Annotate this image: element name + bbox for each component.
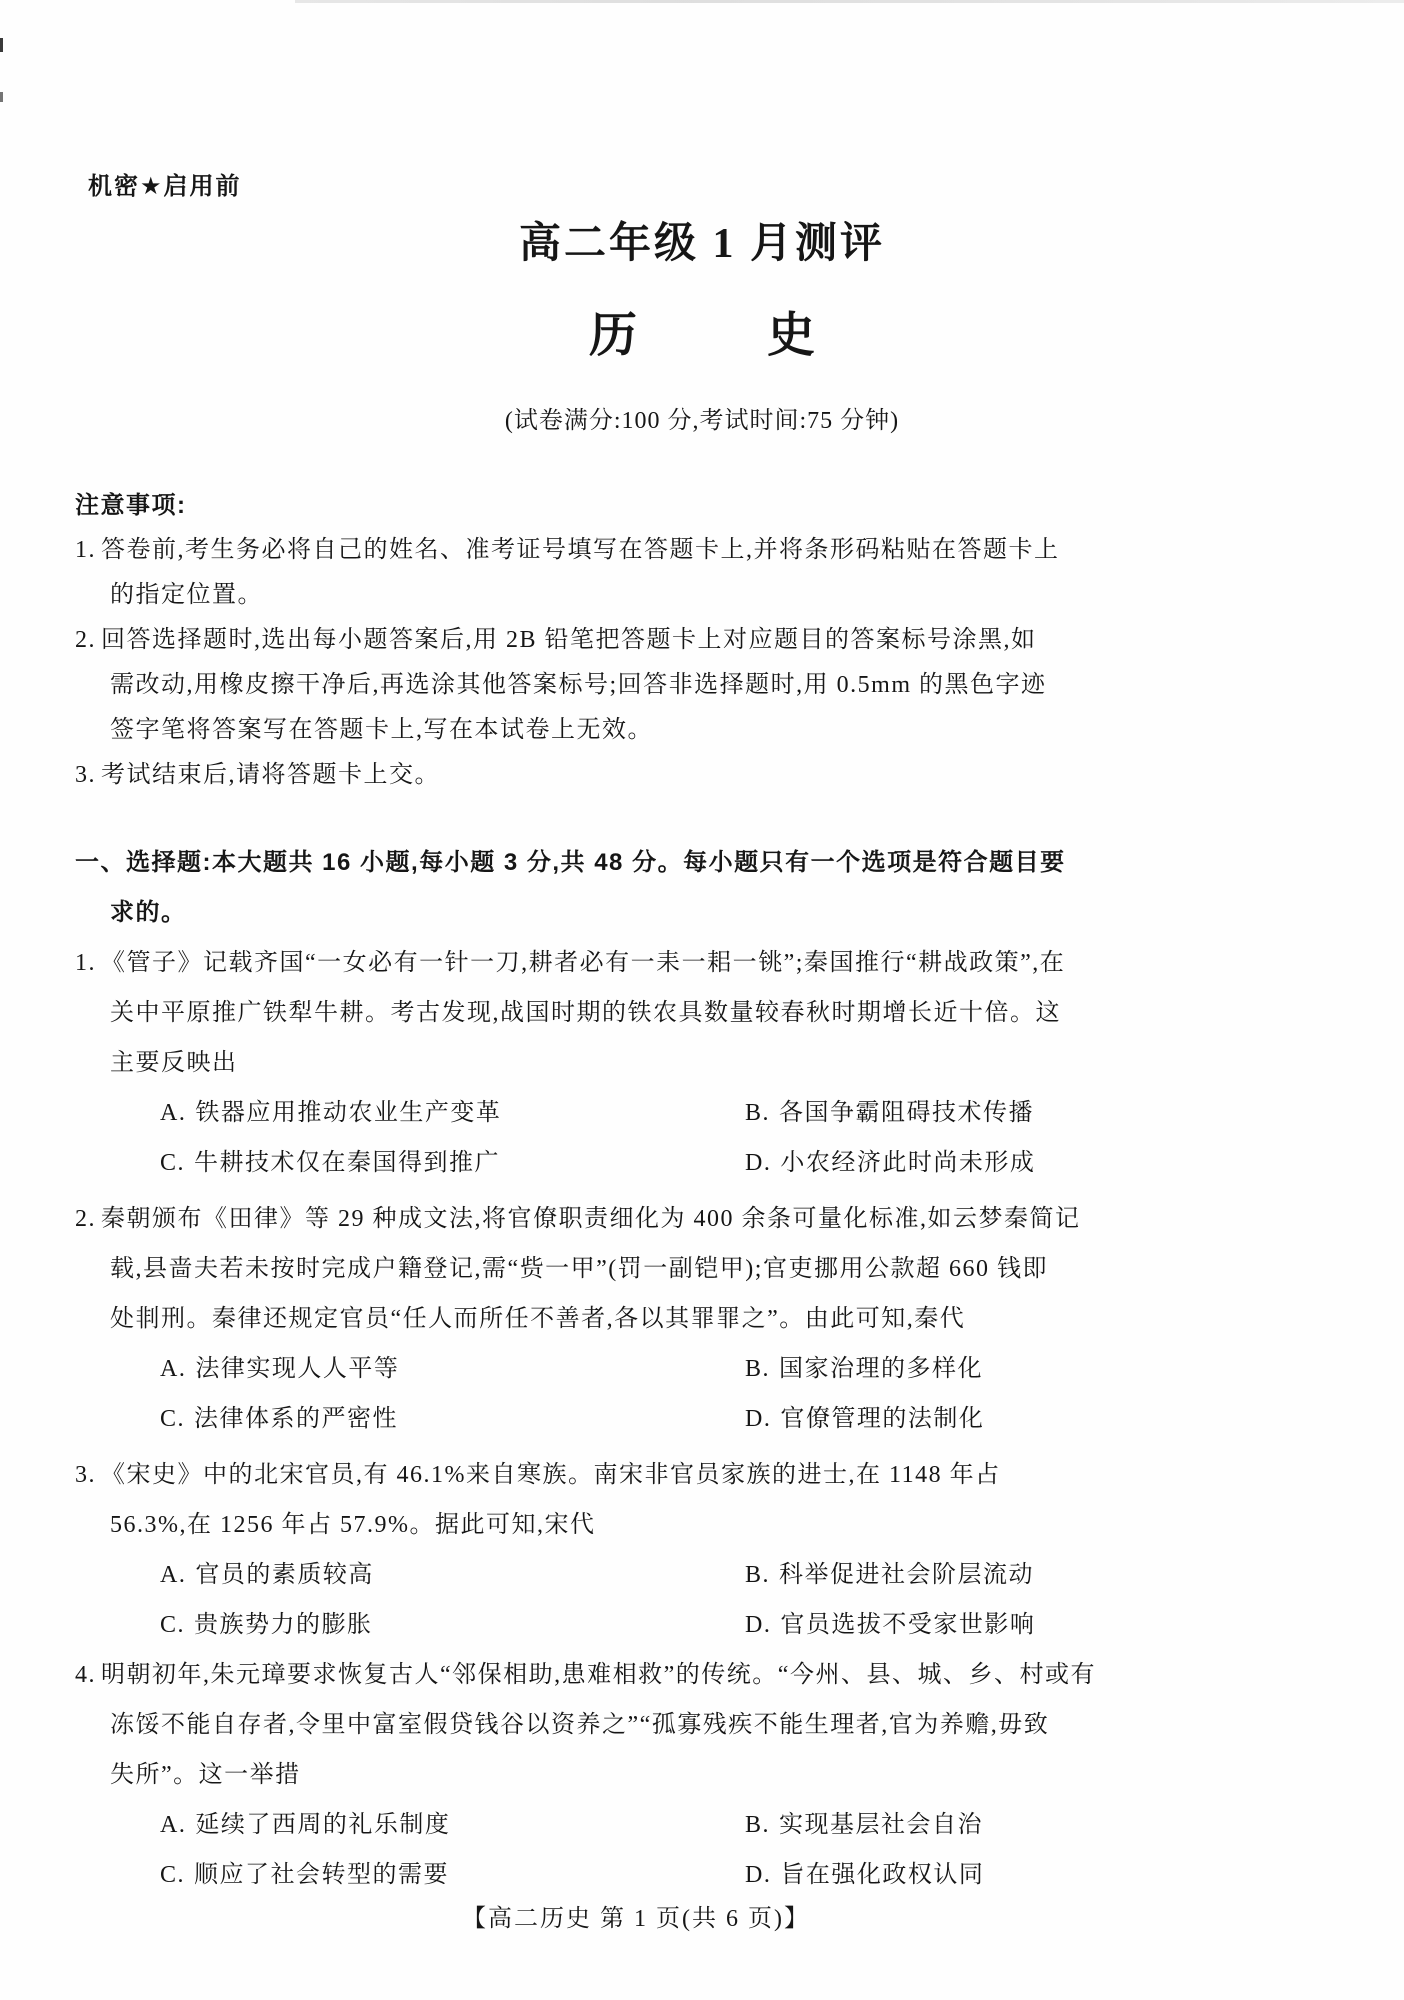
option-label: D. — [745, 1406, 772, 1432]
option-text: 官僚管理的法制化 — [780, 1406, 985, 1432]
section-heading-line-1: 一、选择题:本大题共 16 小题,每小题 3 分,共 48 分。每小题只有一个选项是符合题目要 — [75, 849, 1066, 876]
notice-item-3-text: 考试结束后,请将答题卡上交。 — [101, 762, 440, 788]
notice-item-2-line-2: 需改动,用橡皮擦干净后,再选涂其他答案标号;回答非选择题时,用 0.5mm 的黑色字迹 — [110, 672, 1047, 698]
option-label: D. — [745, 1612, 772, 1638]
option-label: D. — [745, 1862, 772, 1888]
option-text: 铁器应用推动农业生产变革 — [195, 1100, 502, 1126]
option-label: C. — [160, 1406, 186, 1432]
notice-item-1-text: 答卷前,考生务必将自己的姓名、准考证号填写在答题卡上,并将条形码粘贴在答题卡上 — [101, 537, 1060, 563]
option-label: C. — [160, 1612, 186, 1638]
option-text: 旨在强化政权认同 — [780, 1862, 985, 1888]
question-4-stem-line-3: 失所”。这一举措 — [110, 1762, 301, 1788]
question-1-stem-line-2: 关中平原推广铁犁牛耕。考古发现,战国时期的铁农具数量较春秋时期增长近十倍。这 — [110, 1000, 1061, 1026]
question-4 — [75, 1650, 1339, 1900]
option-text: 贵族势力的膨胀 — [194, 1612, 373, 1638]
option-text: 实现基层社会自治 — [779, 1812, 984, 1838]
option-label: C. — [160, 1150, 186, 1176]
classification-label: 机密★启用前 — [88, 173, 242, 200]
option-text: 牛耕技术仅在秦国得到推广 — [194, 1150, 501, 1176]
option-text: 官员的素质较高 — [195, 1562, 374, 1588]
question-4-option-d — [745, 1850, 984, 1900]
question-2-option-c — [160, 1394, 398, 1444]
question-4-option-b — [745, 1800, 983, 1850]
question-3-stem-text: 《宋史》中的北宋官员,有 46.1%来自寒族。南宋非官员家族的进士,在 1148 年占 — [101, 1462, 1001, 1488]
question-3-option-d — [745, 1600, 1035, 1650]
question-1 — [75, 938, 1339, 1188]
question-4-options-row-1 — [75, 1800, 1339, 1850]
section-heading-line-2: 求的。 — [110, 899, 187, 926]
question-4-stem-line-2: 冻馁不能自存者,令里中富室假贷钱谷以资养之”“孤寡残疾不能生理者,官为养赡,毋致 — [110, 1712, 1050, 1738]
option-text: 小农经济此时尚未形成 — [780, 1150, 1036, 1176]
option-label: C. — [160, 1862, 186, 1888]
question-1-options-row-2 — [75, 1138, 1339, 1188]
option-text: 法律体系的严密性 — [194, 1406, 399, 1432]
notice-item-1-line-2: 的指定位置。 — [110, 582, 263, 608]
question-2-option-b — [745, 1344, 983, 1394]
question-2-options-row-2 — [75, 1394, 1339, 1444]
notice-section — [75, 483, 1337, 798]
option-label: A. — [160, 1812, 187, 1838]
question-3-option-b — [745, 1550, 1034, 1600]
question-1-stem-line-3: 主要反映出 — [110, 1050, 238, 1076]
option-label: B. — [745, 1356, 771, 1382]
exam-info-line: (试卷满分:100 分,考试时间:75 分钟) — [504, 408, 900, 434]
question-1-number: 1. — [75, 950, 96, 976]
question-1-stem-text: 《管子》记载齐国“一女必有一针一刀,耕者必有一耒一耜一铫”;秦国推行“耕战政策”,在 — [101, 950, 1066, 976]
option-text: 官员选拔不受家世影响 — [780, 1612, 1036, 1638]
question-2-options-row-1 — [75, 1344, 1339, 1394]
question-4-options-row-2 — [75, 1850, 1339, 1900]
question-2 — [75, 1194, 1339, 1444]
question-2-stem-line-2: 载,县啬夫若未按时完成户籍登记,需“赀一甲”(罚一副铠甲);官吏挪用公款超 660 钱即 — [110, 1256, 1048, 1282]
exam-title: 高二年级 1 月测评 — [518, 221, 885, 267]
question-3-options-row-1 — [75, 1550, 1339, 1600]
question-1-stem-line-1 — [75, 938, 1339, 988]
question-1-options-row-1 — [75, 1088, 1339, 1138]
option-text: 科举促进社会阶层流动 — [779, 1562, 1035, 1588]
option-text: 各国争霸阻碍技术传播 — [779, 1100, 1035, 1126]
option-label: A. — [160, 1100, 187, 1126]
question-2-option-d — [745, 1394, 984, 1444]
option-label: B. — [745, 1100, 771, 1126]
question-2-number: 2. — [75, 1206, 96, 1232]
scan-speck — [0, 38, 3, 52]
question-1-option-a — [160, 1088, 501, 1138]
questions-section — [75, 838, 1339, 1900]
question-4-stem-line-1 — [75, 1650, 1339, 1700]
notice-item-1-line-1 — [75, 528, 1337, 573]
option-label: B. — [745, 1562, 771, 1588]
notice-item-2-line-3: 签字笔将答案写在答题卡上,写在本试卷上无效。 — [110, 717, 653, 743]
option-text: 顺应了社会转型的需要 — [194, 1862, 450, 1888]
option-text: 延续了西周的礼乐制度 — [195, 1812, 451, 1838]
option-label: A. — [160, 1356, 187, 1382]
question-4-number: 4. — [75, 1662, 96, 1688]
scan-speck — [0, 92, 3, 102]
question-4-stem-text: 明朝初年,朱元璋要求恢复古人“邻保相助,患难相救”的传统。“今州、县、城、乡、村或有 — [101, 1662, 1096, 1688]
notice-item-2-text: 回答选择题时,选出每小题答案后,用 2B 铅笔把答题卡上对应题目的答案标号涂黑,如 — [101, 627, 1037, 653]
question-1-option-d — [745, 1138, 1035, 1188]
question-3-stem-line-1 — [75, 1450, 1339, 1500]
notice-item-3-line-1 — [75, 753, 1337, 798]
option-text: 国家治理的多样化 — [779, 1356, 984, 1382]
question-2-stem-line-3: 处剕刑。秦律还规定官员“任人而所任不善者,各以其罪罪之”。由此可知,秦代 — [110, 1306, 966, 1332]
question-3-option-c — [160, 1600, 373, 1650]
option-label: B. — [745, 1812, 771, 1838]
notice-item-1-number: 1. — [75, 537, 96, 563]
subject-title — [0, 296, 1404, 365]
subject-char-second: 史 — [767, 309, 816, 362]
question-1-option-b — [745, 1088, 1034, 1138]
question-3-stem-line-2: 56.3%,在 1256 年占 57.9%。据此可知,宋代 — [110, 1512, 596, 1538]
question-2-option-a — [160, 1344, 399, 1394]
question-3 — [75, 1450, 1339, 1650]
subject-char-first: 历 — [588, 309, 637, 362]
question-1-option-c — [160, 1138, 500, 1188]
question-2-stem-text: 秦朝颁布《田律》等 29 种成文法,将官僚职责细化为 400 余条可量化标准,如云梦秦简记 — [101, 1206, 1081, 1232]
page-footer: 【高二历史 第 1 页(共 6 页)】 — [462, 1906, 810, 1932]
question-2-stem-line-1 — [75, 1194, 1339, 1244]
question-4-option-c — [160, 1850, 449, 1900]
option-label: A. — [160, 1562, 187, 1588]
question-3-options-row-2 — [75, 1600, 1339, 1650]
notice-heading: 注意事项: — [75, 492, 187, 519]
notice-item-2-number: 2. — [75, 627, 96, 653]
option-label: D. — [745, 1150, 772, 1176]
question-3-option-a — [160, 1550, 374, 1600]
option-text: 法律实现人人平等 — [195, 1356, 400, 1382]
question-3-number: 3. — [75, 1462, 96, 1488]
notice-item-2-line-1 — [75, 618, 1337, 663]
question-4-option-a — [160, 1800, 450, 1850]
scan-artifact-top — [295, 0, 1404, 3]
notice-item-3-number: 3. — [75, 762, 96, 788]
